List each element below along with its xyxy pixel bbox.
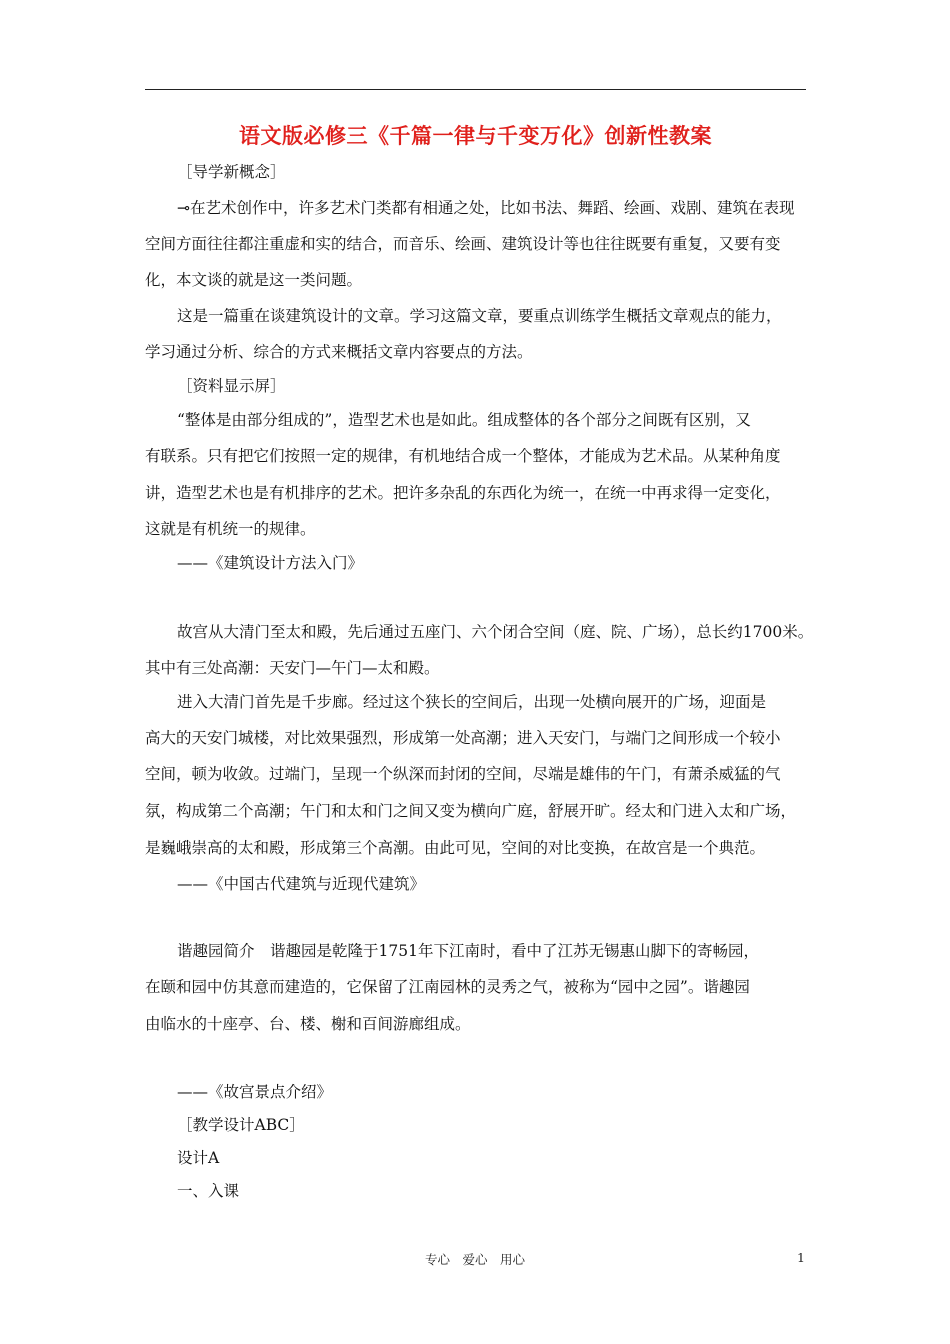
paragraph-line: 学习通过分析、综合的方式来概括文章内容要点的方法。 — [145, 343, 533, 361]
section-heading: ［导学新概念］ — [177, 163, 286, 181]
paragraph-line: 高大的天安门城楼，对比效果强烈，形成第一处高潮；进入天安门，与端门之间形成一个较小 — [145, 729, 781, 747]
paragraph-line: 故宫从大清门至太和殿，先后通过五座门、六个闭合空间（庭、院、广场），总长约1700米。 — [177, 623, 814, 641]
paragraph-line: 空间，顿为收敛。过端门，呈现一个纵深而封闭的空间，尽端是雄伟的午门，有萧杀威猛的气 — [145, 765, 781, 783]
citation-line: ——《中国古代建筑与近现代建筑》 — [177, 875, 426, 893]
footer-motto: 专心 爱心 用心 — [424, 1252, 525, 1267]
subsection-heading: 设计A — [177, 1149, 220, 1167]
paragraph-line: 化，本文谈的就是这一类问题。 — [145, 271, 363, 289]
paragraph-line: 是巍峨崇高的太和殿，形成第三个高潮。由此可见，空间的对比变换，在故宫是一个典范。 — [145, 839, 766, 857]
paragraph-line: 有联系。只有把它们按照一定的规律，有机地结合成一个整体，才能成为艺术品。从某种角度 — [145, 447, 781, 465]
paragraph-line: 氛，构成第二个高潮；午门和太和门之间又变为横向广庭，舒展开旷。经太和门进入太和广场， — [145, 802, 797, 820]
paragraph-line: 空间方面往往都注重虚和实的结合，而音乐、绘画、建筑设计等也往往既要有重复，又要有变 — [145, 235, 781, 253]
section-heading: ［资料显示屏］ — [177, 377, 286, 395]
citation-line: ——《故宫景点介绍》 — [177, 1083, 333, 1101]
paragraph-line: 在颐和园中仿其意而建造的，它保留了江南园林的灵秀之气，被称为“园中之园”。谐趣园 — [145, 978, 750, 996]
citation-line: ——《建筑设计方法入门》 — [177, 554, 364, 572]
paragraph-line: 这是一篇重在谈建筑设计的文章。学习这篇文章，要重点训练学生概括文章观点的能力， — [177, 307, 782, 325]
subsection-heading: 一、入课 — [177, 1182, 240, 1200]
page-number: 1 — [797, 1250, 805, 1265]
header-rule — [145, 89, 806, 90]
document-title: 语文版必修三《千篇一律与千变万化》创新性教案 — [239, 124, 712, 148]
paragraph-line: 这就是有机统一的规律。 — [145, 520, 316, 538]
paragraph-line: 其中有三处高潮：天安门—午门—太和殿。 — [145, 659, 440, 677]
paragraph-line: 由临水的十座亭、台、楼、榭和百间游廊组成。 — [145, 1015, 471, 1033]
paragraph-line: 谐趣园简介 谐趣园是乾隆于1751年下江南时，看中了江苏无锡惠山脚下的寄畅园， — [177, 942, 759, 960]
paragraph-line: “整体是由部分组成的”，造型艺术也是如此。组成整体的各个部分之间既有区别，又 — [177, 411, 751, 429]
section-heading: ［教学设计ABC］ — [177, 1116, 305, 1134]
paragraph-line: 讲，造型艺术也是有机排序的艺术。把许多杂乱的东西化为统一，在统一中再求得一定变化， — [145, 484, 781, 502]
paragraph-line: 进入大清门首先是千步廊。经过这个狭长的空间后，出现一处横向展开的广场，迎面是 — [177, 693, 767, 711]
paragraph-line: ⊸在艺术创作中，许多艺术门类都有相通之处，比如书法、舞蹈、绘画、戏剧、建筑在表现 — [177, 199, 795, 217]
